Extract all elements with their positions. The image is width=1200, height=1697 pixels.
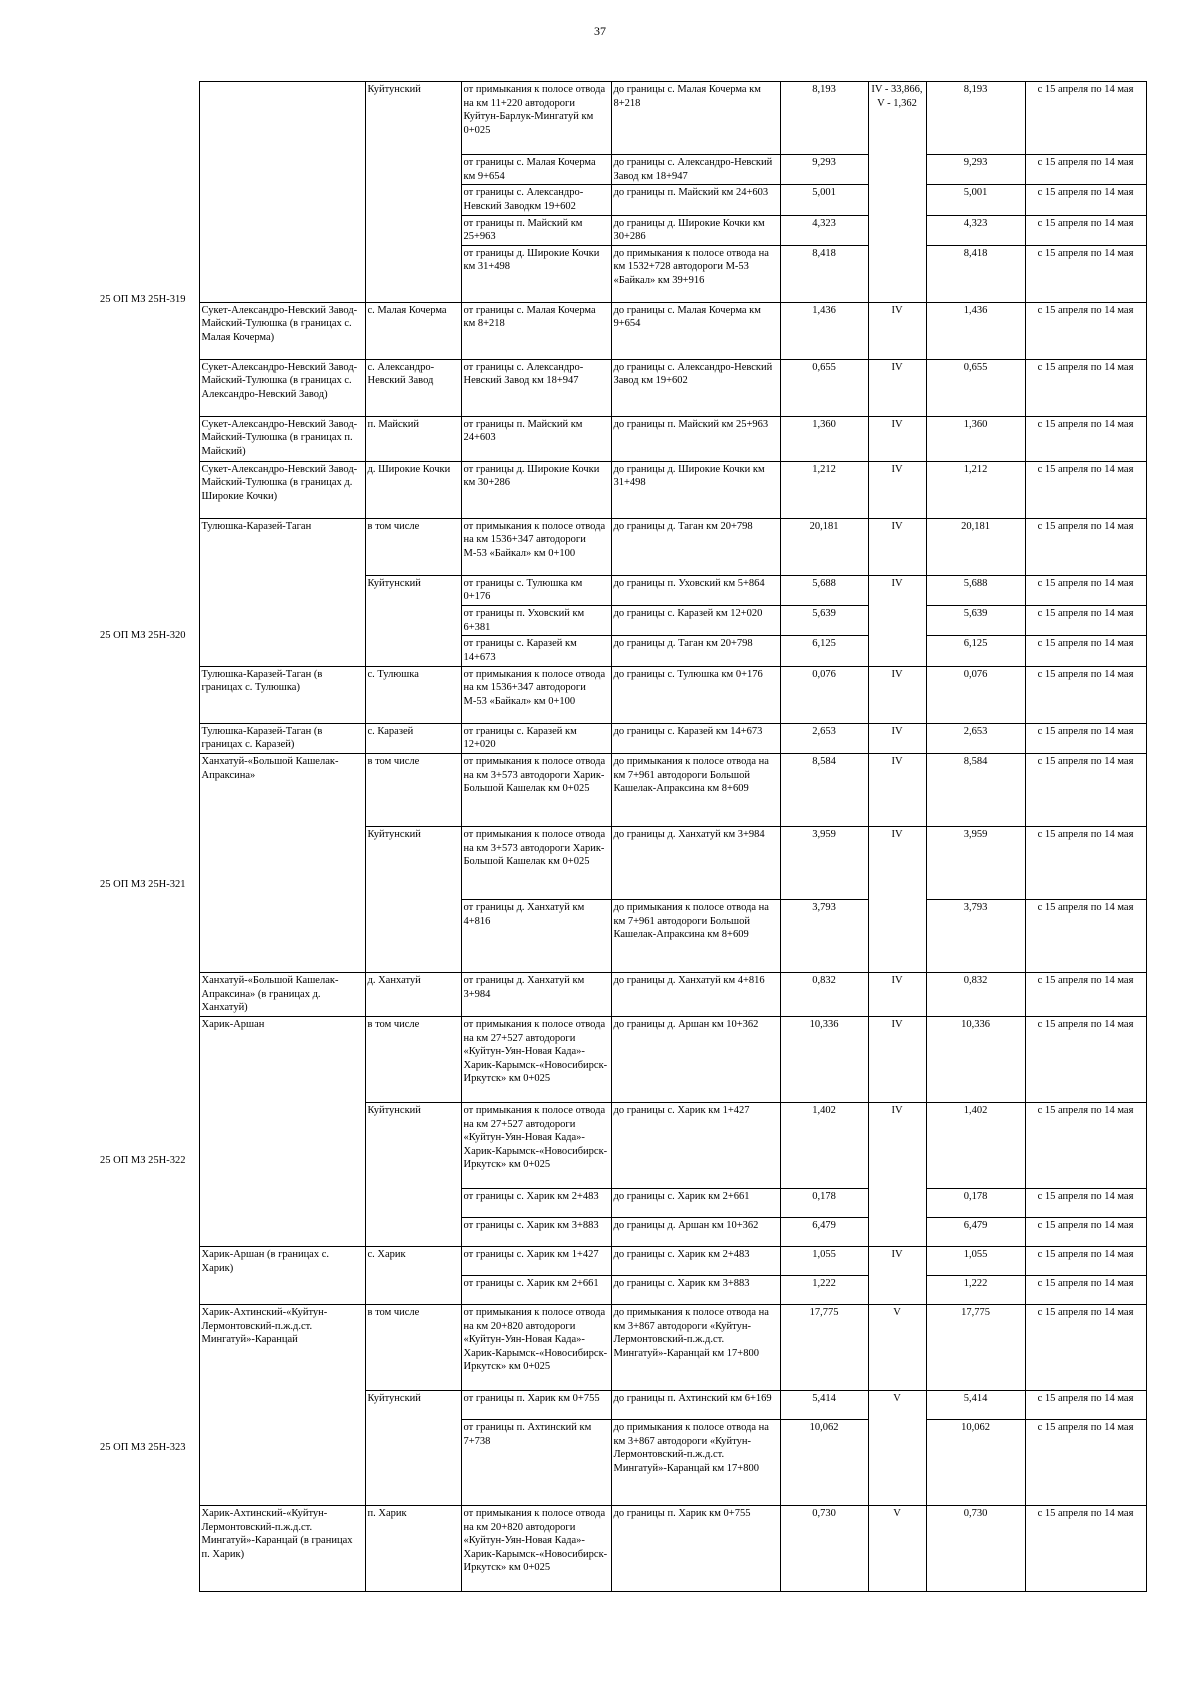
- season-cell: с 15 апреля по 14 мая: [1025, 606, 1146, 636]
- from-cell: от границы п. Харик км 0+755: [461, 1390, 611, 1419]
- district-cell: Куйтунский: [365, 575, 461, 666]
- road-name: Харик-Аршан (в границах с. Харик): [199, 1246, 365, 1304]
- length2-cell: 3,793: [926, 899, 1025, 972]
- from-cell: от примыкания к полосе отвода на км 20+820 автодороги «Куйтун-Уян-Новая Када»-Харик-Карымск-«Новосибирск-Иркутск» км 0+025: [461, 1304, 611, 1390]
- district-cell: с. Харик: [365, 1246, 461, 1304]
- district-cell: Куйтунский: [365, 1390, 461, 1505]
- season-cell: с 15 апреля по 14 мая: [1025, 826, 1146, 899]
- season-cell: с 15 апреля по 14 мая: [1025, 666, 1146, 723]
- road-name: Сукет-Александро-Невский Завод-Майский-Тулюшка (в границах с. Александро-Невский Завод): [199, 359, 365, 416]
- season-cell: с 15 апреля по 14 мая: [1025, 1304, 1146, 1390]
- category-cell: IV: [868, 302, 926, 359]
- from-cell: от границы д. Ханхатуй км 3+984: [461, 972, 611, 1016]
- to-cell: до примыкания к полосе отвода на км 7+961 автодороги Большой Кашелак-Апраксина км 8+609: [611, 899, 780, 972]
- from-cell: от границы с. Каразей км 12+020: [461, 723, 611, 753]
- category-cell: IV: [868, 753, 926, 826]
- length-cell: 0,655: [780, 359, 868, 416]
- category-cell: IV: [868, 518, 926, 575]
- length2-cell: 10,336: [926, 1016, 1025, 1102]
- table-row: [87, 82, 1146, 155]
- from-cell: от границы с. Харик км 2+483: [461, 1188, 611, 1217]
- to-cell: до границы п. Уховский км 5+864: [611, 575, 780, 605]
- to-cell: до примыкания к полосе отвода на км 1532+728 автодороги М-53 «Байкал» км 39+916: [611, 245, 780, 302]
- length2-cell: 1,222: [926, 1275, 1025, 1304]
- from-cell: от границы с. Александро-Невский Завод км 18+947: [461, 359, 611, 416]
- from-cell: от примыкания к полосе отвода на км 3+573 автодороги Харик-Большой Кашелак км 0+025: [461, 753, 611, 826]
- to-cell: до границы д. Аршан км 10+362: [611, 1217, 780, 1246]
- from-cell: от примыкания к полосе отвода на км 11+220 автодороги Куйтун-Барлук-Мингатуй км 0+025: [461, 82, 611, 155]
- road-name: Тулюшка-Каразей-Таган (в границах с. Тулюшка): [199, 666, 365, 723]
- table-row: [87, 972, 1146, 1016]
- district-cell: д. Ханхатуй: [365, 972, 461, 1016]
- length-cell: 1,436: [780, 302, 868, 359]
- length2-cell: 2,653: [926, 723, 1025, 753]
- length-cell: 4,323: [780, 215, 868, 245]
- length2-cell: 20,181: [926, 518, 1025, 575]
- from-cell: от границы с. Александро-Невский Заводкм 19+602: [461, 185, 611, 215]
- category-cell: IV: [868, 1016, 926, 1102]
- length-cell: 0,730: [780, 1505, 868, 1591]
- road-name: Сукет-Александро-Невский Завод-Майский-Тулюшка (в границах с. Малая Кочерма): [199, 302, 365, 359]
- district-cell: Куйтунский: [365, 826, 461, 972]
- season-cell: с 15 апреля по 14 мая: [1025, 1246, 1146, 1275]
- length2-cell: 9,293: [926, 155, 1025, 185]
- length-cell: 1,212: [780, 461, 868, 518]
- table-row: [87, 359, 1146, 416]
- to-cell: до границы д. Аршан км 10+362: [611, 1016, 780, 1102]
- length-cell: 1,402: [780, 1102, 868, 1188]
- length-cell: 8,193: [780, 82, 868, 155]
- length2-cell: 8,418: [926, 245, 1025, 302]
- from-cell: от примыкания к полосе отвода на км 27+527 автодороги «Куйтун-Уян-Новая Када»-Харик-Карымск-«Новосибирск-Иркутск» км 0+025: [461, 1016, 611, 1102]
- road-name: Сукет-Александро-Невский Завод-Майский-Тулюшка (в границах д. Широкие Кочки): [199, 461, 365, 518]
- length-cell: 8,418: [780, 245, 868, 302]
- to-cell: до границы д. Ханхатуй км 4+816: [611, 972, 780, 1016]
- length-cell: 5,639: [780, 606, 868, 636]
- length2-cell: 0,832: [926, 972, 1025, 1016]
- from-cell: от границы п. Ахтинский км 7+738: [461, 1419, 611, 1505]
- to-cell: до границы с. Харик км 1+427: [611, 1102, 780, 1188]
- from-cell: от границы с. Харик км 1+427: [461, 1246, 611, 1275]
- season-cell: с 15 апреля по 14 мая: [1025, 1390, 1146, 1419]
- road-name: [199, 82, 365, 303]
- length2-cell: 1,436: [926, 302, 1025, 359]
- to-cell: до границы с. Малая Кочерма км 8+218: [611, 82, 780, 155]
- season-cell: с 15 апреля по 14 мая: [1025, 245, 1146, 302]
- season-cell: с 15 апреля по 14 мая: [1025, 518, 1146, 575]
- table-row: [87, 518, 1146, 575]
- to-cell: до примыкания к полосе отвода на км 7+961 автодороги Большой Кашелак-Апраксина км 8+609: [611, 753, 780, 826]
- length-cell: 3,959: [780, 826, 868, 899]
- category-cell: IV: [868, 359, 926, 416]
- road-name: Харик-Ахтинский-«Куйтун-Лермонтовский-п.ж.д.ст. Мингатуй»-Каранцай (в границах п. Харик): [199, 1505, 365, 1591]
- district-cell: п. Харик: [365, 1505, 461, 1591]
- road-id: 25 ОП МЗ 25Н-320: [87, 518, 199, 753]
- table-row: [87, 1505, 1146, 1591]
- district-cell: д. Широкие Кочки: [365, 461, 461, 518]
- to-cell: до границы д. Широкие Кочки км 30+286: [611, 215, 780, 245]
- from-cell: от границы п. Майский км 24+603: [461, 416, 611, 461]
- from-cell: от границы с. Малая Кочерма км 9+654: [461, 155, 611, 185]
- district-cell: п. Майский: [365, 416, 461, 461]
- from-cell: от границы д. Широкие Кочки км 31+498: [461, 245, 611, 302]
- season-cell: с 15 апреля по 14 мая: [1025, 416, 1146, 461]
- category-cell: V: [868, 1304, 926, 1390]
- page-number: 37: [594, 24, 606, 38]
- to-cell: до границы с. Каразей км 12+020: [611, 606, 780, 636]
- length2-cell: 17,775: [926, 1304, 1025, 1390]
- from-cell: от границы с. Харик км 3+883: [461, 1217, 611, 1246]
- category-cell: IV: [868, 972, 926, 1016]
- season-cell: с 15 апреля по 14 мая: [1025, 302, 1146, 359]
- length-cell: 9,293: [780, 155, 868, 185]
- table-row: [87, 302, 1146, 359]
- length2-cell: 4,323: [926, 215, 1025, 245]
- length-cell: 3,793: [780, 899, 868, 972]
- to-cell: до границы п. Майский км 24+603: [611, 185, 780, 215]
- category-cell: IV: [868, 575, 926, 666]
- road-name: Харик-Аршан: [199, 1016, 365, 1246]
- length2-cell: 8,193: [926, 82, 1025, 155]
- road-name: Ханхатуй-«Большой Кашелак-Апраксина» (в границах д. Ханхатуй): [199, 972, 365, 1016]
- length-cell: 0,832: [780, 972, 868, 1016]
- season-cell: с 15 апреля по 14 мая: [1025, 359, 1146, 416]
- length2-cell: 1,212: [926, 461, 1025, 518]
- district-cell: с. Тулюшка: [365, 666, 461, 723]
- length-cell: 6,125: [780, 636, 868, 666]
- table-row: [87, 461, 1146, 518]
- length2-cell: 1,360: [926, 416, 1025, 461]
- length2-cell: 0,076: [926, 666, 1025, 723]
- season-cell: с 15 апреля по 14 мая: [1025, 899, 1146, 972]
- from-cell: от примыкания к полосе отвода на км 20+820 автодороги «Куйтун-Уян-Новая Када»-Харик-Карымск-«Новосибирск-Иркутск» км 0+025: [461, 1505, 611, 1591]
- road-name: Ханхатуй-«Большой Кашелак-Апраксина»: [199, 753, 365, 972]
- season-cell: с 15 апреля по 14 мая: [1025, 1102, 1146, 1188]
- to-cell: до границы д. Ханхатуй км 3+984: [611, 826, 780, 899]
- season-cell: с 15 апреля по 14 мая: [1025, 215, 1146, 245]
- road-name: Сукет-Александро-Невский Завод-Майский-Тулюшка (в границах п. Майский): [199, 416, 365, 461]
- season-cell: с 15 апреля по 14 мая: [1025, 1275, 1146, 1304]
- length2-cell: 3,959: [926, 826, 1025, 899]
- road-name: Тулюшка-Каразей-Таган: [199, 518, 365, 666]
- season-cell: с 15 апреля по 14 мая: [1025, 461, 1146, 518]
- length-cell: 8,584: [780, 753, 868, 826]
- length-cell: 10,062: [780, 1419, 868, 1505]
- category-cell: IV: [868, 416, 926, 461]
- season-cell: с 15 апреля по 14 мая: [1025, 82, 1146, 155]
- from-cell: от примыкания к полосе отвода на км 3+573 автодороги Харик-Большой Кашелак км 0+025: [461, 826, 611, 899]
- season-cell: с 15 апреля по 14 мая: [1025, 1505, 1146, 1591]
- length-cell: 6,479: [780, 1217, 868, 1246]
- to-cell: до границы с. Харик км 2+661: [611, 1188, 780, 1217]
- length2-cell: 5,639: [926, 606, 1025, 636]
- length-cell: 0,076: [780, 666, 868, 723]
- length-cell: 2,653: [780, 723, 868, 753]
- from-cell: от границы п. Уховский км 6+381: [461, 606, 611, 636]
- from-cell: от границы п. Майский км 25+963: [461, 215, 611, 245]
- length-cell: 5,688: [780, 575, 868, 605]
- table-row: [87, 1304, 1146, 1390]
- from-cell: от границы д. Широкие Кочки км 30+286: [461, 461, 611, 518]
- from-cell: от примыкания к полосе отвода на км 27+527 автодороги «Куйтун-Уян-Новая Када»-Харик-Карымск-«Новосибирск-Иркутск» км 0+025: [461, 1102, 611, 1188]
- to-cell: до границы п. Харик км 0+755: [611, 1505, 780, 1591]
- from-cell: от примыкания к полосе отвода на км 1536+347 автодороги М-53 «Байкал» км 0+100: [461, 518, 611, 575]
- to-cell: до границы с. Александро-Невский Завод км 19+602: [611, 359, 780, 416]
- length-cell: 1,055: [780, 1246, 868, 1275]
- length2-cell: 0,655: [926, 359, 1025, 416]
- road-id: 25 ОП МЗ 25Н-321: [87, 753, 199, 1016]
- season-cell: с 15 апреля по 14 мая: [1025, 185, 1146, 215]
- district-cell: с. Каразей: [365, 723, 461, 753]
- length2-cell: 10,062: [926, 1419, 1025, 1505]
- length-cell: 1,222: [780, 1275, 868, 1304]
- season-cell: с 15 апреля по 14 мая: [1025, 155, 1146, 185]
- district-cell: в том числе: [365, 518, 461, 575]
- season-cell: с 15 апреля по 14 мая: [1025, 1188, 1146, 1217]
- from-cell: от примыкания к полосе отвода на км 1536+347 автодороги М-53 «Байкал» км 0+100: [461, 666, 611, 723]
- category-cell: V: [868, 1390, 926, 1505]
- length2-cell: 5,414: [926, 1390, 1025, 1419]
- road-name: Тулюшка-Каразей-Таган (в границах с. Каразей): [199, 723, 365, 753]
- category-cell: V: [868, 1505, 926, 1591]
- category-cell: IV: [868, 826, 926, 972]
- season-cell: с 15 апреля по 14 мая: [1025, 723, 1146, 753]
- length-cell: 10,336: [780, 1016, 868, 1102]
- to-cell: до границы д. Широкие Кочки км 31+498: [611, 461, 780, 518]
- category-cell: IV: [868, 723, 926, 753]
- district-cell: Куйтунский: [365, 1102, 461, 1246]
- season-cell: с 15 апреля по 14 мая: [1025, 1419, 1146, 1505]
- length-cell: 17,775: [780, 1304, 868, 1390]
- length2-cell: 5,001: [926, 185, 1025, 215]
- district-cell: в том числе: [365, 1304, 461, 1390]
- season-cell: с 15 апреля по 14 мая: [1025, 575, 1146, 605]
- length-cell: 1,360: [780, 416, 868, 461]
- season-cell: с 15 апреля по 14 мая: [1025, 1016, 1146, 1102]
- length2-cell: 5,688: [926, 575, 1025, 605]
- to-cell: до границы с. Александро-Невский Завод км 18+947: [611, 155, 780, 185]
- length-cell: 20,181: [780, 518, 868, 575]
- district-cell: Куйтунский: [365, 82, 461, 303]
- roads-table: [87, 81, 1147, 1592]
- from-cell: от границы с. Харик км 2+661: [461, 1275, 611, 1304]
- to-cell: до границы п. Ахтинский км 6+169: [611, 1390, 780, 1419]
- road-id: 25 ОП МЗ 25Н-323: [87, 1304, 199, 1591]
- length-cell: 0,178: [780, 1188, 868, 1217]
- length-cell: 5,414: [780, 1390, 868, 1419]
- category-cell: IV: [868, 1246, 926, 1304]
- season-cell: с 15 апреля по 14 мая: [1025, 753, 1146, 826]
- length2-cell: 0,730: [926, 1505, 1025, 1591]
- to-cell: до границы с. Тулюшка км 0+176: [611, 666, 780, 723]
- road-name: Харик-Ахтинский-«Куйтун-Лермонтовский-п.ж.д.ст. Мингатуй»-Каранцай: [199, 1304, 365, 1505]
- season-cell: с 15 апреля по 14 мая: [1025, 636, 1146, 666]
- table-row: [87, 416, 1146, 461]
- district-cell: в том числе: [365, 753, 461, 826]
- category-cell: IV: [868, 1102, 926, 1246]
- from-cell: от границы с. Малая Кочерма км 8+218: [461, 302, 611, 359]
- from-cell: от границы с. Каразей км 14+673: [461, 636, 611, 666]
- season-cell: с 15 апреля по 14 мая: [1025, 1217, 1146, 1246]
- to-cell: до примыкания к полосе отвода на км 3+867 автодороги «Куйтун-Лермонтовский-п.ж.д.ст. Мингатуй»-Каранцай км 17+800: [611, 1304, 780, 1390]
- to-cell: до границы п. Майский км 25+963: [611, 416, 780, 461]
- from-cell: от границы д. Ханхатуй км 4+816: [461, 899, 611, 972]
- to-cell: до примыкания к полосе отвода на км 3+867 автодороги «Куйтун-Лермонтовский-п.ж.д.ст. Мингатуй»-Каранцай км 17+800: [611, 1419, 780, 1505]
- table-row: [87, 666, 1146, 723]
- length2-cell: 1,055: [926, 1246, 1025, 1275]
- length2-cell: 1,402: [926, 1102, 1025, 1188]
- road-id: 25 ОП МЗ 25Н-322: [87, 1016, 199, 1304]
- table-row: [87, 753, 1146, 826]
- category-cell: IV: [868, 666, 926, 723]
- to-cell: до границы с. Каразей км 14+673: [611, 723, 780, 753]
- length2-cell: 6,479: [926, 1217, 1025, 1246]
- to-cell: до границы с. Харик км 2+483: [611, 1246, 780, 1275]
- table-row: [87, 1016, 1146, 1102]
- length-cell: 5,001: [780, 185, 868, 215]
- to-cell: до границы с. Харик км 3+883: [611, 1275, 780, 1304]
- district-cell: с. Александро-Невский Завод: [365, 359, 461, 416]
- district-cell: с. Малая Кочерма: [365, 302, 461, 359]
- district-cell: в том числе: [365, 1016, 461, 1102]
- road-id: 25 ОП МЗ 25Н-319: [87, 82, 199, 519]
- length2-cell: 6,125: [926, 636, 1025, 666]
- from-cell: от границы с. Тулюшка км 0+176: [461, 575, 611, 605]
- table-row: [87, 723, 1146, 753]
- to-cell: до границы с. Малая Кочерма км 9+654: [611, 302, 780, 359]
- to-cell: до границы д. Таган км 20+798: [611, 636, 780, 666]
- category-cell: IV: [868, 461, 926, 518]
- to-cell: до границы д. Таган км 20+798: [611, 518, 780, 575]
- category-cell: IV - 33,866, V - 1,362: [868, 82, 926, 303]
- length2-cell: 8,584: [926, 753, 1025, 826]
- season-cell: с 15 апреля по 14 мая: [1025, 972, 1146, 1016]
- table-row: [87, 1246, 1146, 1275]
- length2-cell: 0,178: [926, 1188, 1025, 1217]
